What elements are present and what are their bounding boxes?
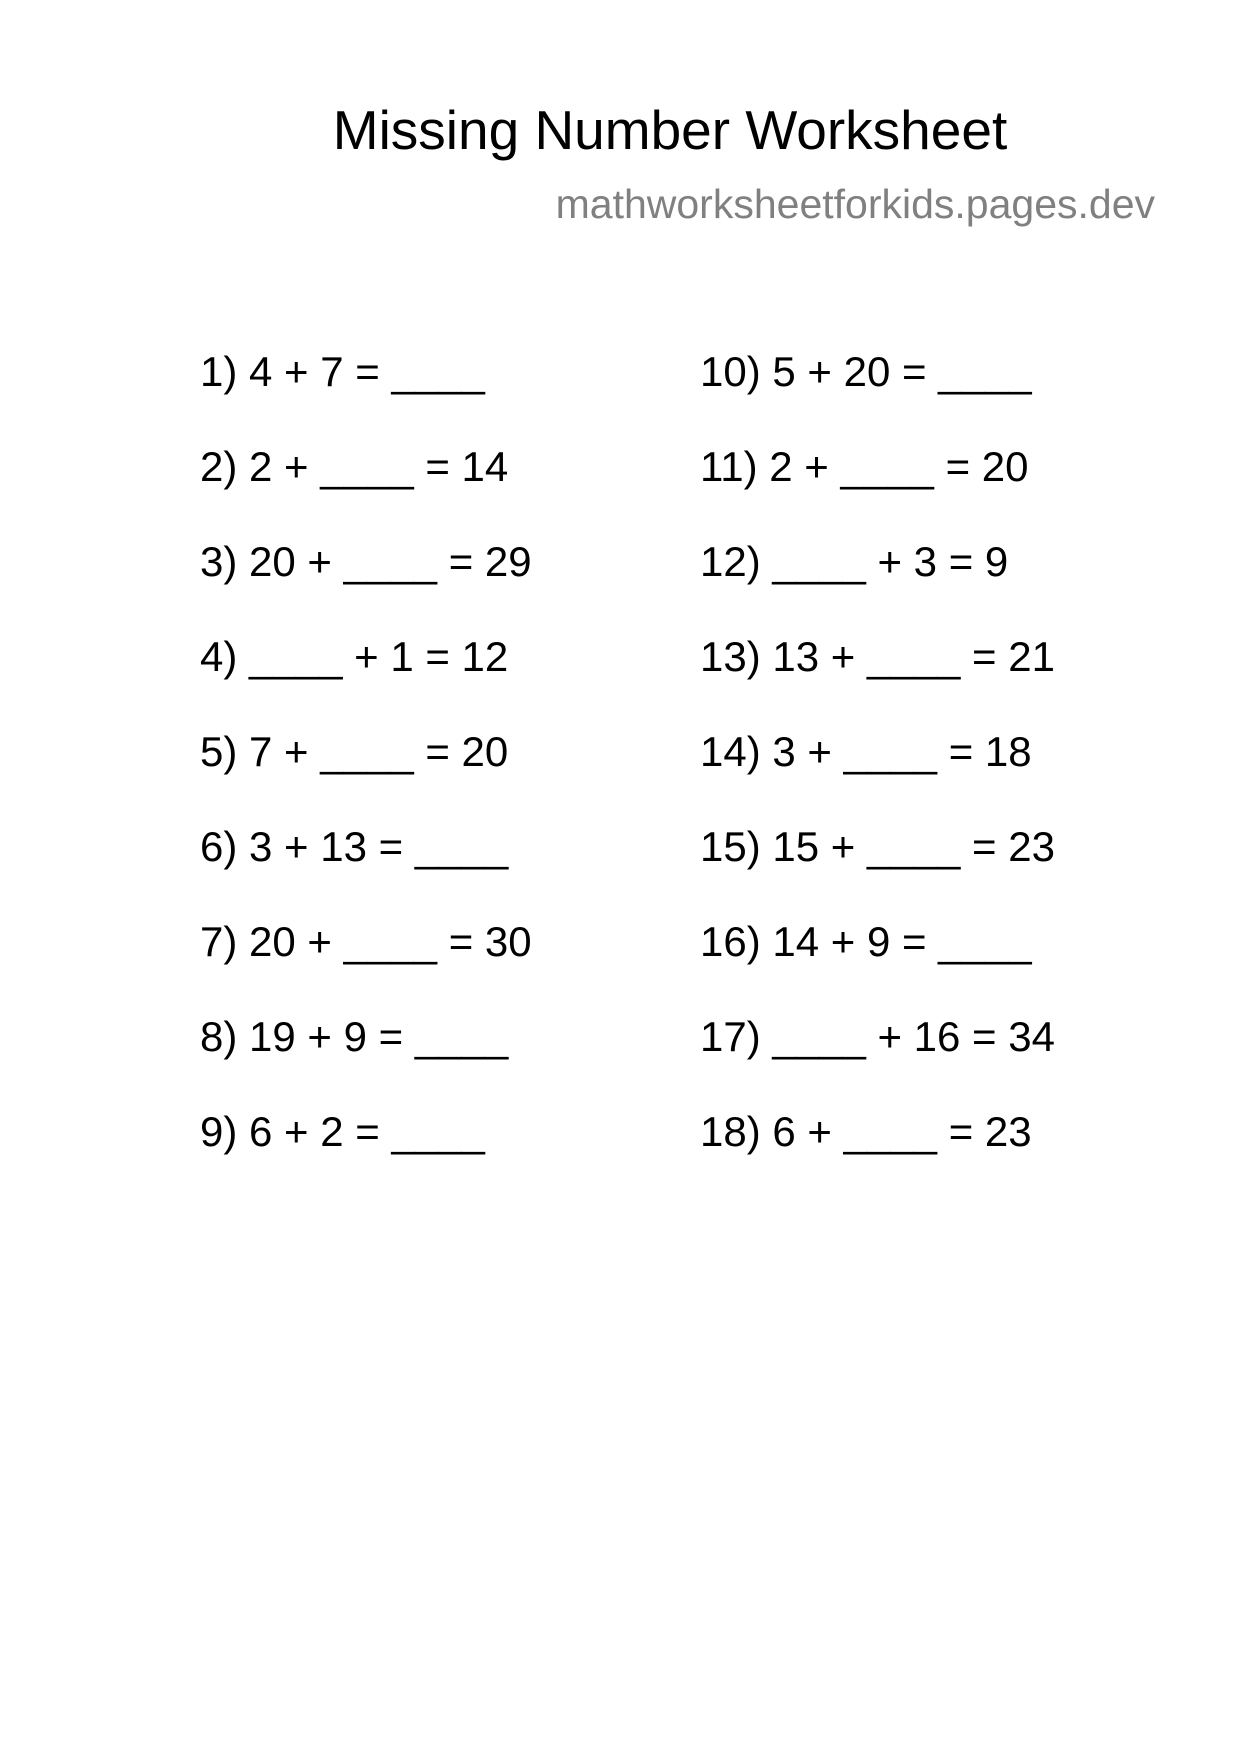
problem-5: 5) 7 + ____ = 20 — [200, 728, 509, 775]
problem-8: 8) 19 + 9 = ____ — [200, 1013, 509, 1060]
problem-15: 15) 15 + ____ = 23 — [700, 823, 1055, 870]
problem-16: 16) 14 + 9 = ____ — [700, 918, 1032, 965]
problem-1: 1) 4 + 7 = ____ — [200, 348, 485, 395]
problem-18: 18) 6 + ____ = 23 — [700, 1108, 1032, 1155]
problem-2: 2) 2 + ____ = 14 — [200, 443, 509, 490]
problem-4: 4) ____ + 1 = 12 — [200, 633, 509, 680]
problem-7: 7) 20 + ____ = 30 — [200, 918, 532, 965]
problems-left-column — [200, 346, 532, 1201]
problem-14: 14) 3 + ____ = 18 — [700, 728, 1032, 775]
problem-13: 13) 13 + ____ = 21 — [700, 633, 1055, 680]
problem-3: 3) 20 + ____ = 29 — [200, 538, 532, 585]
worksheet-title: Missing Number Worksheet — [332, 99, 1008, 161]
website-subtitle: mathworksheetforkids.pages.dev — [555, 181, 1155, 227]
problem-10: 10) 5 + 20 = ____ — [700, 348, 1032, 395]
problem-9: 9) 6 + 2 = ____ — [200, 1108, 485, 1155]
problem-17: 17) ____ + 16 = 34 — [700, 1013, 1055, 1060]
problem-11: 11) 2 + ____ = 20 — [700, 443, 1029, 490]
problem-12: 12) ____ + 3 = 9 — [700, 538, 1009, 585]
problem-6: 6) 3 + 13 = ____ — [200, 823, 509, 870]
problems-right-column — [700, 346, 1055, 1201]
